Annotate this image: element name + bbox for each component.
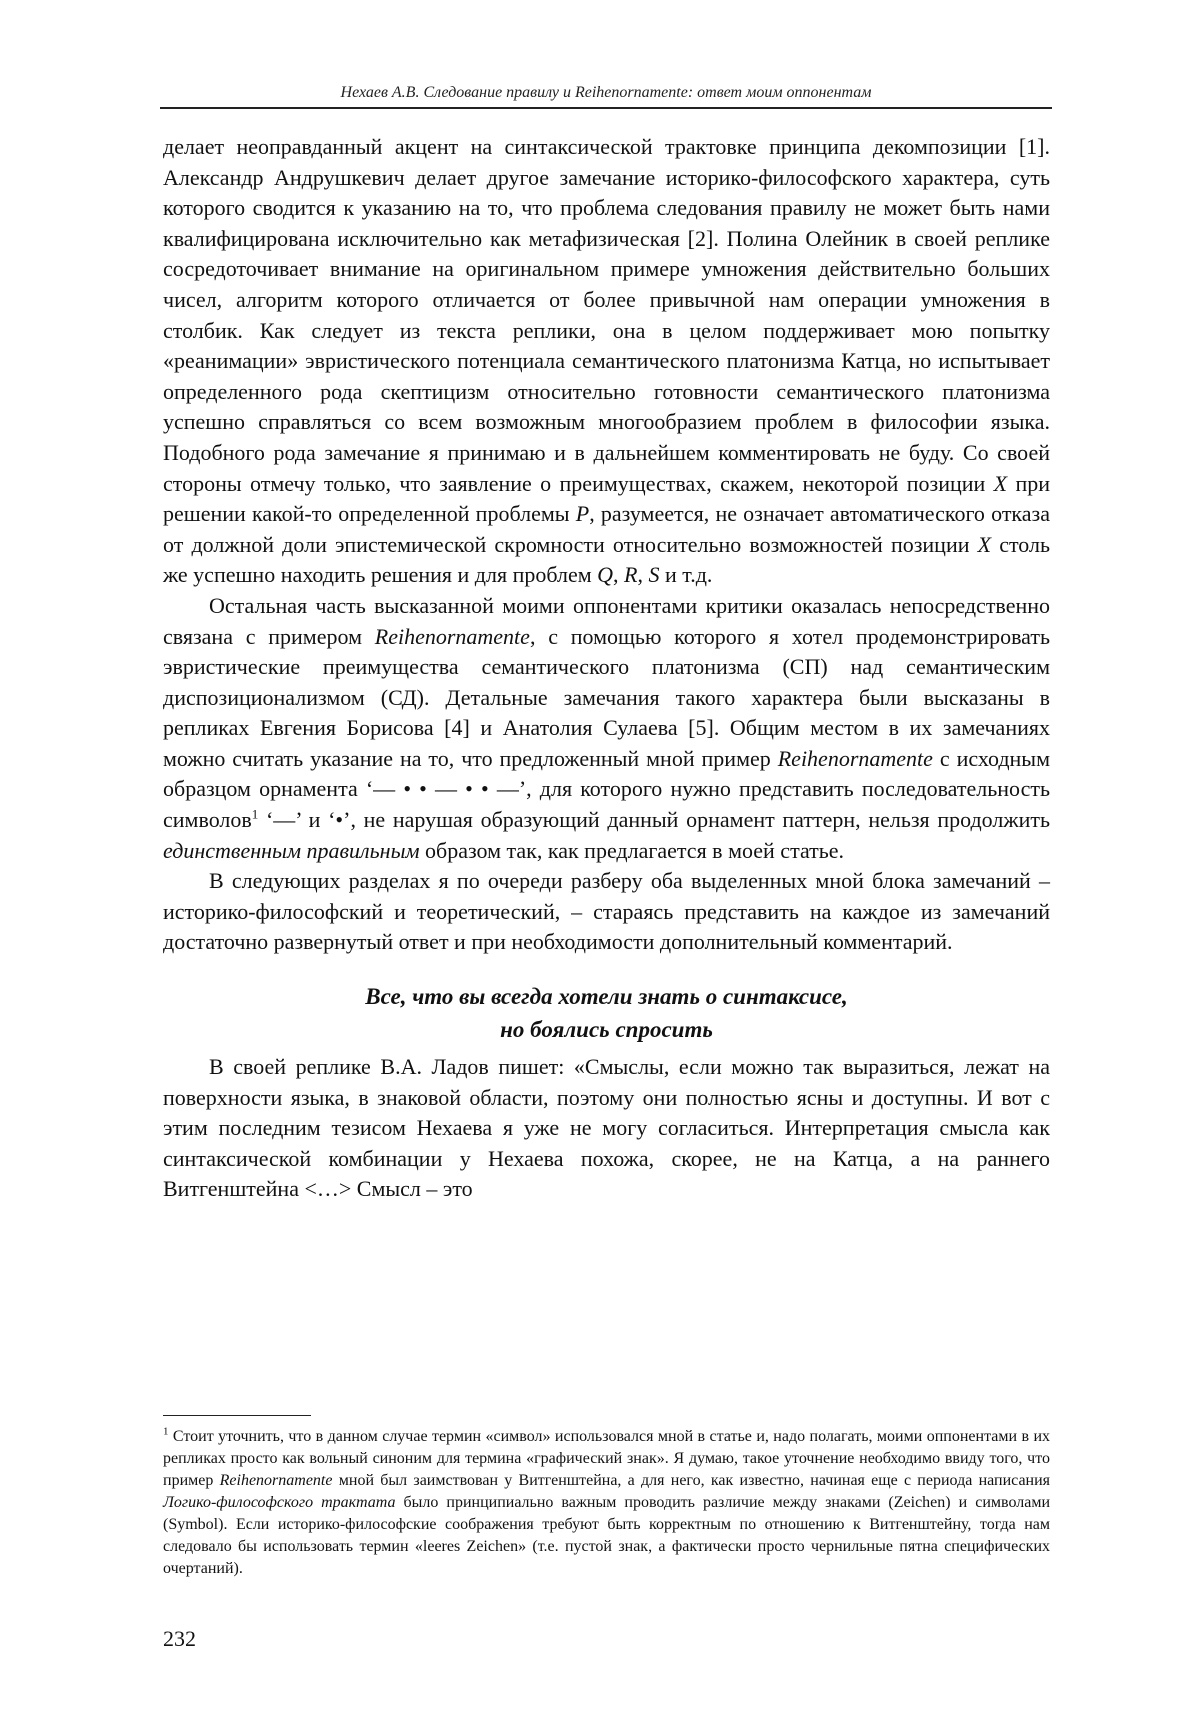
p1-comma-1: , xyxy=(613,562,619,588)
p1-comma-2: , xyxy=(637,562,643,588)
footnote-text-3: было принципиально важным проводить различие между знаками (Zeichen) и символами (Symbol). Если историко-философские соображения требуют быть корректным по отношению к Витгенштейну, тогда нам следовало бы использовать термин «leeres Zeichen» (т.е. пустой знак, а фактически просто чернильные пятна специфических очертаний). xyxy=(163,1494,1051,1577)
footnote-text-1: Стоит уточнить, что в данном случае термин «символ» использовался мной в статье и, надо полагать, моими оппонентами в их репликах просто как вольный синоним для термина «графический знак». Я думаю, такое уточнение необходимо ввиду того, что пример xyxy=(163,1428,1050,1489)
p2-text-2: , с помощью которого я хотел продемонстрировать эвристические преимущества семантического платонизма (СП) над семантическим диспозиционализмом (СД). Детальные замечания такого характера были высказаны в репликах Евгения Борисова [4] и Анатолия Сулаева [5]. Общим местом в их замечаниях можно считать указание на то, что предложенный мной пример xyxy=(163,623,1051,771)
body-text xyxy=(163,132,1050,1205)
running-header: Нехаев А.В. Следование правилу и Reihenornamente: ответ моим оппонентам xyxy=(160,84,1052,109)
footnote-reference[interactable]: 1 xyxy=(251,806,259,822)
p1-text-1: делает неоправданный акцент на синтаксической трактовке принципа декомпозиции [1]. Александр Андрушкевич делает другое замечание историко-философского характера, суть которого сводится к указанию на то, что проблема следования правилу не может быть нами квалифицирована исключительно как метафизическая [2]. Полина Олейник в своей реплике сосредоточивает внимание на оригинальном примере умножения действительно больших чисел, алгоритм которого отличается от более привычной нам операции умножения в столбик. Как следует из текста реплики, она в целом поддерживает мою попытку «реанимации» эвристического потенциала семантического платонизма Катца, но испытывает определенного рода скептицизм относительно готовности семантического платонизма успешно справляться со всем возможным многообразием проблем в философии языка. Подобного рода замечание я принимаю и в дальнейшем комментировать не буду. Со своей стороны отмечу только, что заявление о преимуществах, скажем, некоторой позиции xyxy=(163,134,1050,496)
section-heading xyxy=(163,980,1050,1046)
footnote-title: Логико-философского трактата xyxy=(163,1494,396,1511)
footnote xyxy=(163,1426,1050,1580)
footnote-divider xyxy=(163,1415,311,1416)
p1-text-3: , разумеется, не означает автоматического отказа от должной доли эпистемической скромности относительно возможностей позиции xyxy=(163,501,1051,557)
p2-text-1: Остальная часть высказанной моими оппонентами критики оказалась непосредственно связана с примером xyxy=(163,592,1050,649)
paragraph-3: В следующих разделах я по очереди разберу оба выделенных мной блока замечаний – историко-философский и теоретический, – стараясь представить на каждое из замечаний достаточно развернутый ответ и при необходимости дополнительный комментарий. xyxy=(163,868,1050,955)
p2-text-3: с исходным образцом орнамента ‘— • • — • • —’, для которого нужно представить последовательность символов xyxy=(163,745,1051,833)
p2-term-2: Reihenornamente xyxy=(777,745,933,771)
p2-emphasis: единственным правильным xyxy=(163,837,420,863)
section-heading-line-2: но боялись спросить xyxy=(500,1017,713,1043)
p2-text-4: ‘—’ и ‘•’, не нарушая образующий данный орнамент паттерн, нельзя продолжить xyxy=(258,807,1050,833)
section-heading-line-1: Все, что вы всегда хотели знать о синтаксисе, xyxy=(365,984,848,1010)
page-number: 232 xyxy=(163,1626,196,1651)
footnote-mark: 1 xyxy=(163,1425,169,1438)
footnote-text-2: мной был заимствован у Витгенштейна, а для него, как известно, начиная еще с периода написания xyxy=(338,1472,1051,1489)
p1-var-p: P xyxy=(575,501,590,527)
footnote-term: Reihenornamente xyxy=(219,1472,333,1489)
paragraph-2 xyxy=(163,591,1050,866)
p1-var-x-2: X xyxy=(977,531,992,557)
p1-var-x-1: X xyxy=(993,470,1008,496)
p1-var-r: R xyxy=(624,562,638,588)
p2-term-1: Reihenornamente xyxy=(374,623,530,649)
paragraph-1 xyxy=(163,132,1050,591)
p1-text-2: при решении какой-то определенной проблемы xyxy=(163,470,1051,527)
p1-var-s: S xyxy=(648,562,660,588)
paragraph-4: В своей реплике В.А. Ладов пишет: «Смыслы, если можно так выразиться, лежат на поверхности языка, в знаковой области, поэтому они полностью ясны и доступны. И вот с этим последним тезисом Нехаева я уже не могу согласиться. Интерпретация смысла как синтаксической комбинации у Нехаева похожа, скорее, не на Катца, а на раннего Витгенштейна <…> Смысл – это xyxy=(163,1054,1050,1202)
p1-text-4: столь же успешно находить решения и для проблем xyxy=(163,531,1051,588)
p2-text-5: образом так, как предлагается в моей статье. xyxy=(425,837,845,863)
p1-text-5: и т.д. xyxy=(665,562,713,588)
p1-var-q: Q xyxy=(597,562,614,588)
